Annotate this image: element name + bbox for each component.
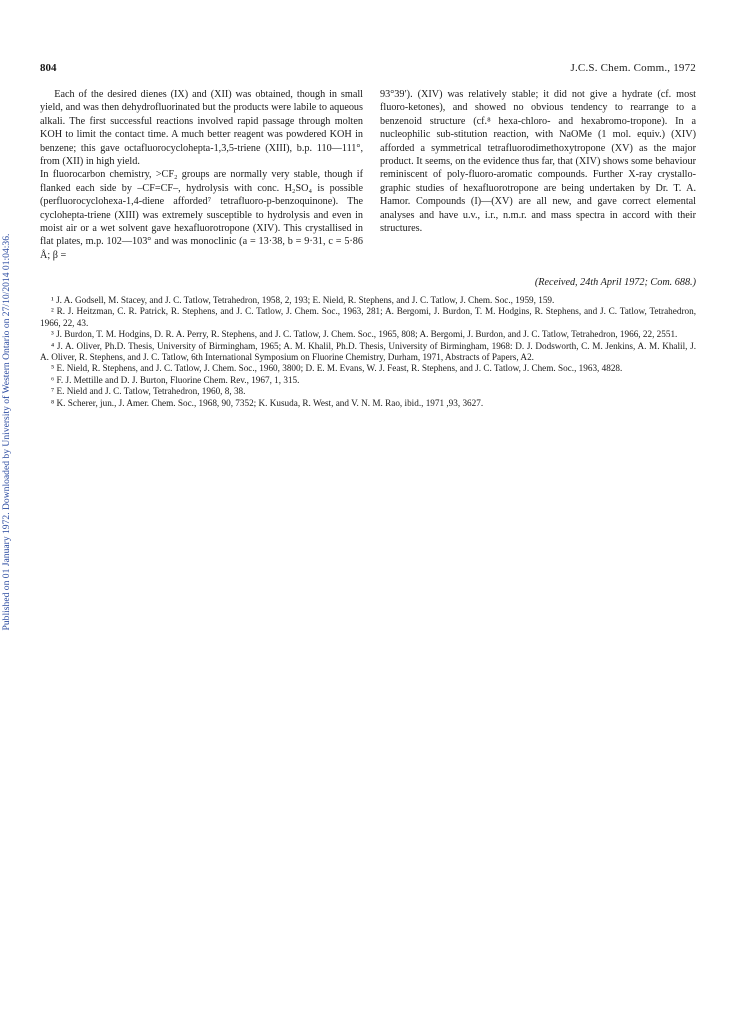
body-paragraph: 93°39′). (XIV) was relatively stable; it did not give a hydrate (cf. most fluoro-ketones), and showed no obvious tendency to rearrange to a benzenoid structure (cf.⁸ hexa-chloro- and hexabromo-tropone). In a nucleophilic sub-stitution reaction, with NaOMe (1 mol. equiv.) (XIV) afforded a symmetrical tetrafluorodimethoxytropone (XV) as the major product. It seems, on the evidence thus far, that (XIV) shows some behaviour reminiscent of poly-fluoro-aromatic compounds. Further X-ray crystallo-graphic studies of hexafluorotropone are being undertaken by Dr. T. A. Hamor. Compounds (I)—(XV) are all new, and gave correct elemental analyses and have u.v., i.r., n.m.r. and mass spectra in accord with their structures. bbox=[380, 89, 696, 235]
journal-running-head: J.C.S. Chem. Comm., 1972 bbox=[570, 62, 696, 74]
reference-item: ⁶ F. J. Mettille and D. J. Burton, Fluorine Chem. Rev., 1967, 1, 315. bbox=[51, 374, 300, 385]
reference-item: ³ J. Burdon, T. M. Hodgins, D. R. A. Perry, R. Stephens, and J. C. Tatlow, J. Chem. Soc., 1965, 808; A. Bergomi, J. Burdon, and J. C. Tatlow, Tetrahedron, 1966, 22, 2551. bbox=[51, 329, 678, 340]
page-header bbox=[40, 62, 696, 76]
reference-item: ⁷ E. Nield and J. C. Tatlow, Tetrahedron, 1960, 8, 38. bbox=[51, 386, 246, 397]
reference-item: ⁵ E. Nield, R. Stephens, and J. C. Tatlow, J. Chem. Soc., 1960, 3800; D. E. M. Evans, W. J. Feast, R. Stephens, and J. C. Tatlow, J. Chem. Soc., 1963, 4828. bbox=[51, 363, 623, 374]
received-text: (Received, 24th April 1972; Com. 688.) bbox=[534, 277, 696, 288]
reference-item: ² R. J. Heitzman, C. R. Patrick, R. Stephens, and J. C. Tatlow, J. Chem. Soc., 1963, 281; A. Bergomi, J. Burdon, T. M. Hodgins, R. Stephens, and J. C. Tatlow, Tetrahedron, 1966, 22, 43. bbox=[40, 306, 696, 328]
body-paragraph: In fluorocarbon chemistry, >CF₂ groups are normally very stable, though if flanked each side by –CF=CF–, hydrolysis with conc. H₂SO₄ is possible (perfluorocyclohexa-1,4-diene afforded⁷ tetrafluoro-p-benzoquinone). The cyclohepta-triene (XIII) was extremely susceptible to hydrolysis and even in moist air or a wet solvent gave hexafluorotropone (XIV). This crystallised in flat plates, m.p. 102—103° and was monoclinic (a = 13·38, b = 9·31, c = 5·86 Å; β = bbox=[40, 169, 363, 261]
body-paragraph: Each of the desired dienes (IX) and (XII) was obtained, though in small yield, and was then dehydrofluorinated but the products were labile to aqueous alkali. The first successful reactions involved rapid passage through molten KOH to limit the contact time. A much better reagent was powdered KOH in benzene; this gave octafluorocyclohepta-1,3,5-triene (XIII), b.p. 110—111°, from (XII) in high yield. bbox=[40, 89, 363, 168]
reference-item: ⁸ K. Scherer, jun., J. Amer. Chem. Soc., 1968, 90, 7352; K. Kusuda, R. West, and V. N. M. Rao, ibid., 1971 ,93, 3627. bbox=[51, 397, 484, 408]
download-watermark: Published on 01 January 1972. Downloaded by University of Western Ontario on 27/10/2014 01:04:36. bbox=[1, 233, 12, 631]
left-column bbox=[40, 88, 363, 262]
page-number: 804 bbox=[40, 62, 57, 74]
received-line bbox=[380, 276, 696, 289]
references-list bbox=[40, 295, 696, 409]
reference-item: ⁴ J. A. Oliver, Ph.D. Thesis, University of Birmingham, 1965; A. M. Khalil, Ph.D. Thesis, University of Birmingham, 1968: D. J. Dodsworth, C. M. Jenkins, A. M. Khalil, J. A. Oliver, R. Stephens, and J. C. Tatlow, 6th International Symposium on Fluorine Chemistry, Durham, 1971, Abstracts of Papers, A2. bbox=[40, 340, 696, 363]
right-column bbox=[380, 88, 696, 235]
reference-item: ¹ J. A. Godsell, M. Stacey, and J. C. Tatlow, Tetrahedron, 1958, 2, 193; E. Nield, R. Stephens, and J. C. Tatlow, J. Chem. Soc., 1959, 159. bbox=[51, 295, 555, 305]
